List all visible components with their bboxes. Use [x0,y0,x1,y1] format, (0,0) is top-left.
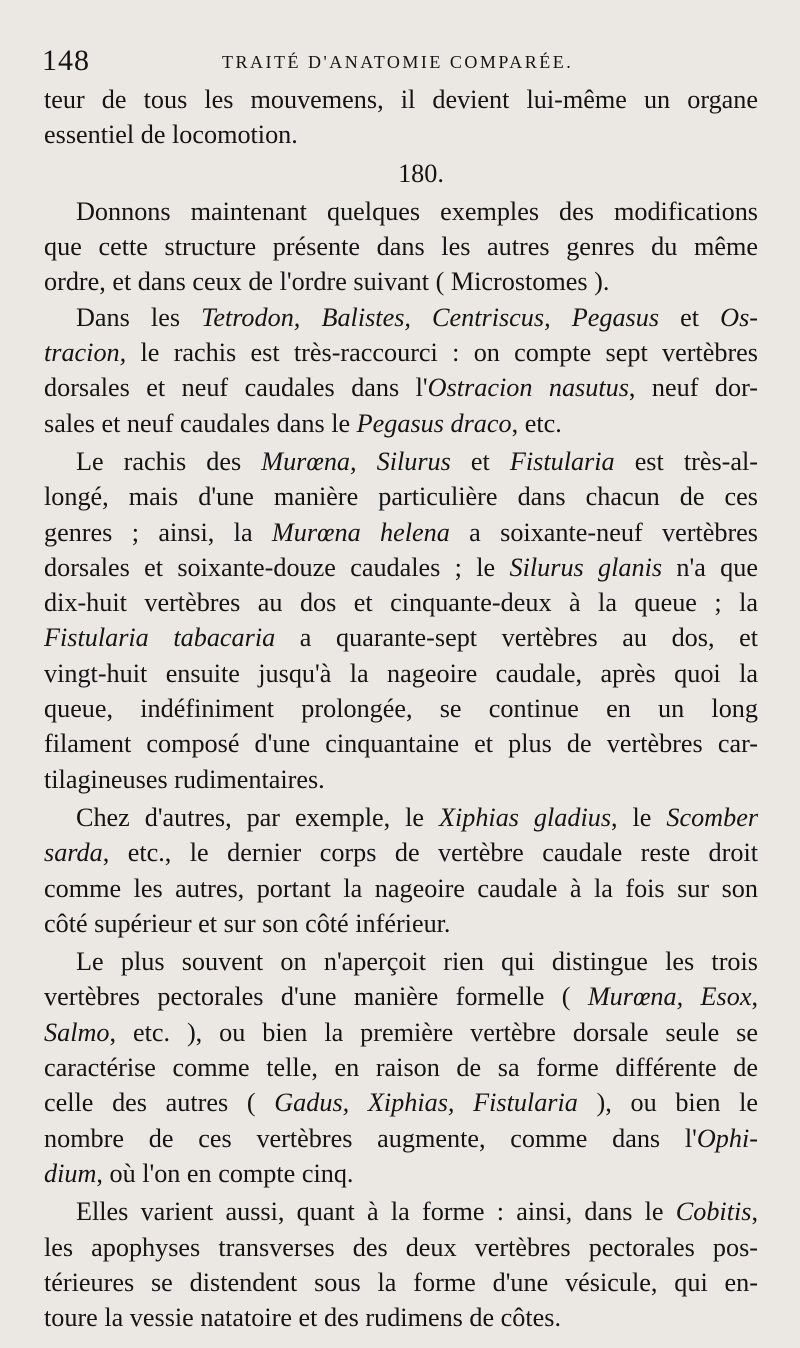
text-segment: dix-huit vertèbres au dos et cinquante-deux à la queue ; la [44,588,758,618]
text-line [44,550,758,585]
text-segment: toure la vessie natatoire et des rudimens de côtes. [44,1303,562,1333]
text-segment: que cette structure présente dans les autres genres du même [44,232,758,262]
text-segment: le rachis est très-raccourci : on compte sept vertèbres [126,338,758,368]
text-line [44,944,758,979]
text-line [44,264,758,299]
italic-text: Fistularia tabacaria [44,623,276,653]
body-text [44,82,758,1335]
text-segment: Donnons maintenant quelques exemples des modifications [76,196,758,226]
running-head: TRAITÉ D'ANATOMIE COMPARÉE. [222,52,574,72]
text-line [44,1300,758,1335]
text-segment: tilagineuses rudimentaires. [44,764,325,794]
text-line [44,1230,758,1265]
text-line [44,156,758,191]
italic-text: Cobitis [675,1197,752,1227]
text-segment: essentiel de locomotion. [44,120,298,150]
text-segment: , [751,982,758,1012]
italic-text: Murœna, Esox [587,982,752,1012]
text-line [44,229,758,264]
text-line [44,979,758,1014]
italic-text: Scomber [666,802,759,832]
page-number: 148 [42,44,90,77]
italic-text: Pegasus draco [356,408,512,438]
text-segment: , etc., le dernier corps de vertèbre caudale reste droit [102,838,758,868]
text-segment: caractérise comme telle, en raison de sa forme différente de [44,1053,758,1083]
italic-text: Xiphias gladius [438,802,612,832]
italic-text: Salmo [44,1017,110,1047]
text-line [44,762,758,797]
text-segment: celle des autres ( [44,1088,275,1118]
text-segment: dorsales et neuf caudales dans l' [44,373,428,403]
text-segment: , etc. [511,408,562,438]
page-header [42,44,758,78]
italic-text: Ostracion nasutus [427,373,629,403]
text-segment: Chez d'autres, par exemple, le [76,802,439,832]
text-segment: a quarante-sept vertèbres au dos, et [275,623,758,653]
text-segment: Elles varient aussi, quant à la forme : ainsi, dans le [76,1197,676,1227]
text-segment: , etc. ), ou bien la première vertèbre dorsale seule se [109,1017,758,1047]
text-line [44,835,758,870]
text-line [44,444,758,479]
text-segment: Le plus souvent on n'aperçoit rien qui distingue les trois [76,947,758,977]
text-segment: sales et neuf caudales dans le [44,408,357,438]
text-segment: vingt-huit ensuite jusqu'à la nageoire caudale, après quoi la [44,658,758,688]
text-segment: Le rachis des [76,446,262,476]
text-segment: Dans les [76,302,202,332]
text-line [44,691,758,726]
text-line [44,1194,758,1229]
text-line [44,406,758,441]
text-line [44,370,758,405]
text-line [44,1015,758,1050]
text-segment: , le [611,802,667,832]
italic-text: Fistularia [509,446,615,476]
italic-text: Tetrodon, Balistes, Centriscus, Pegasus [201,302,660,332]
text-segment: ), ou bien le [577,1088,758,1118]
italic-text: tracion, [44,338,127,368]
text-segment: et [659,302,721,332]
text-segment: térieures se distendent sous la forme d'une vésicule, qui en- [44,1267,758,1297]
text-line [44,871,758,906]
text-line [44,515,758,550]
text-line [44,1121,758,1156]
text-line [44,726,758,761]
text-segment: , où l'on en compte cinq. [96,1158,354,1188]
text-line [44,1050,758,1085]
italic-text: Murœna, Silurus [261,446,451,476]
text-line [44,1085,758,1120]
italic-text: Murœna helena [271,517,450,547]
text-segment: n'a que [662,552,758,582]
text-segment: filament composé d'une cinquantaine et plus de vertèbres car- [44,729,758,759]
text-segment: genres ; ainsi, la [44,517,272,547]
italic-text: dium [44,1158,97,1188]
text-line [44,194,758,229]
text-line [44,479,758,514]
italic-text: Silurus glanis [509,552,663,582]
italic-text: Os- [720,302,758,332]
text-line [44,1265,758,1300]
text-segment: 180. [398,158,444,188]
text-segment: teur de tous les mouvemens, il devient lui-même un organe [44,85,758,114]
text-line [44,800,758,835]
text-segment: nombre de ces vertèbres augmente, comme dans l' [44,1123,697,1153]
text-line [44,1156,758,1191]
text-line [44,117,758,152]
text-segment: les apophyses transverses des deux vertèbres pectorales pos- [44,1232,758,1262]
text-segment: comme les autres, portant la nageoire caudale à la fois sur son [44,873,758,903]
italic-text: Ophi- [696,1123,758,1153]
text-line [44,656,758,691]
text-line [44,300,758,335]
text-segment: queue, indéfiniment prolongée, se continue en un long [44,694,758,724]
text-line [44,82,758,117]
text-line [44,335,758,370]
text-segment: et [450,446,510,476]
text-segment: vertèbres pectorales d'une manière formelle ( [44,982,588,1012]
text-segment: est très-al- [614,446,758,476]
text-line [44,585,758,620]
text-segment: longé, mais d'une manière particulière dans chacun de ces [44,482,758,512]
text-line [44,906,758,941]
italic-text: sarda [44,838,103,868]
italic-text: Gadus, Xiphias, Fistularia [274,1088,578,1118]
text-segment: a soixante-neuf vertèbres [449,517,758,547]
text-segment: , [751,1197,758,1227]
text-segment: , neuf dor- [628,373,758,403]
text-segment: côté supérieur et sur son côté inférieur. [44,908,451,938]
text-segment: ordre, et dans ceux de l'ordre suivant ( Microstomes ). [44,267,610,297]
text-segment: dorsales et soixante-douze caudales ; le [44,552,510,582]
text-line [44,620,758,655]
